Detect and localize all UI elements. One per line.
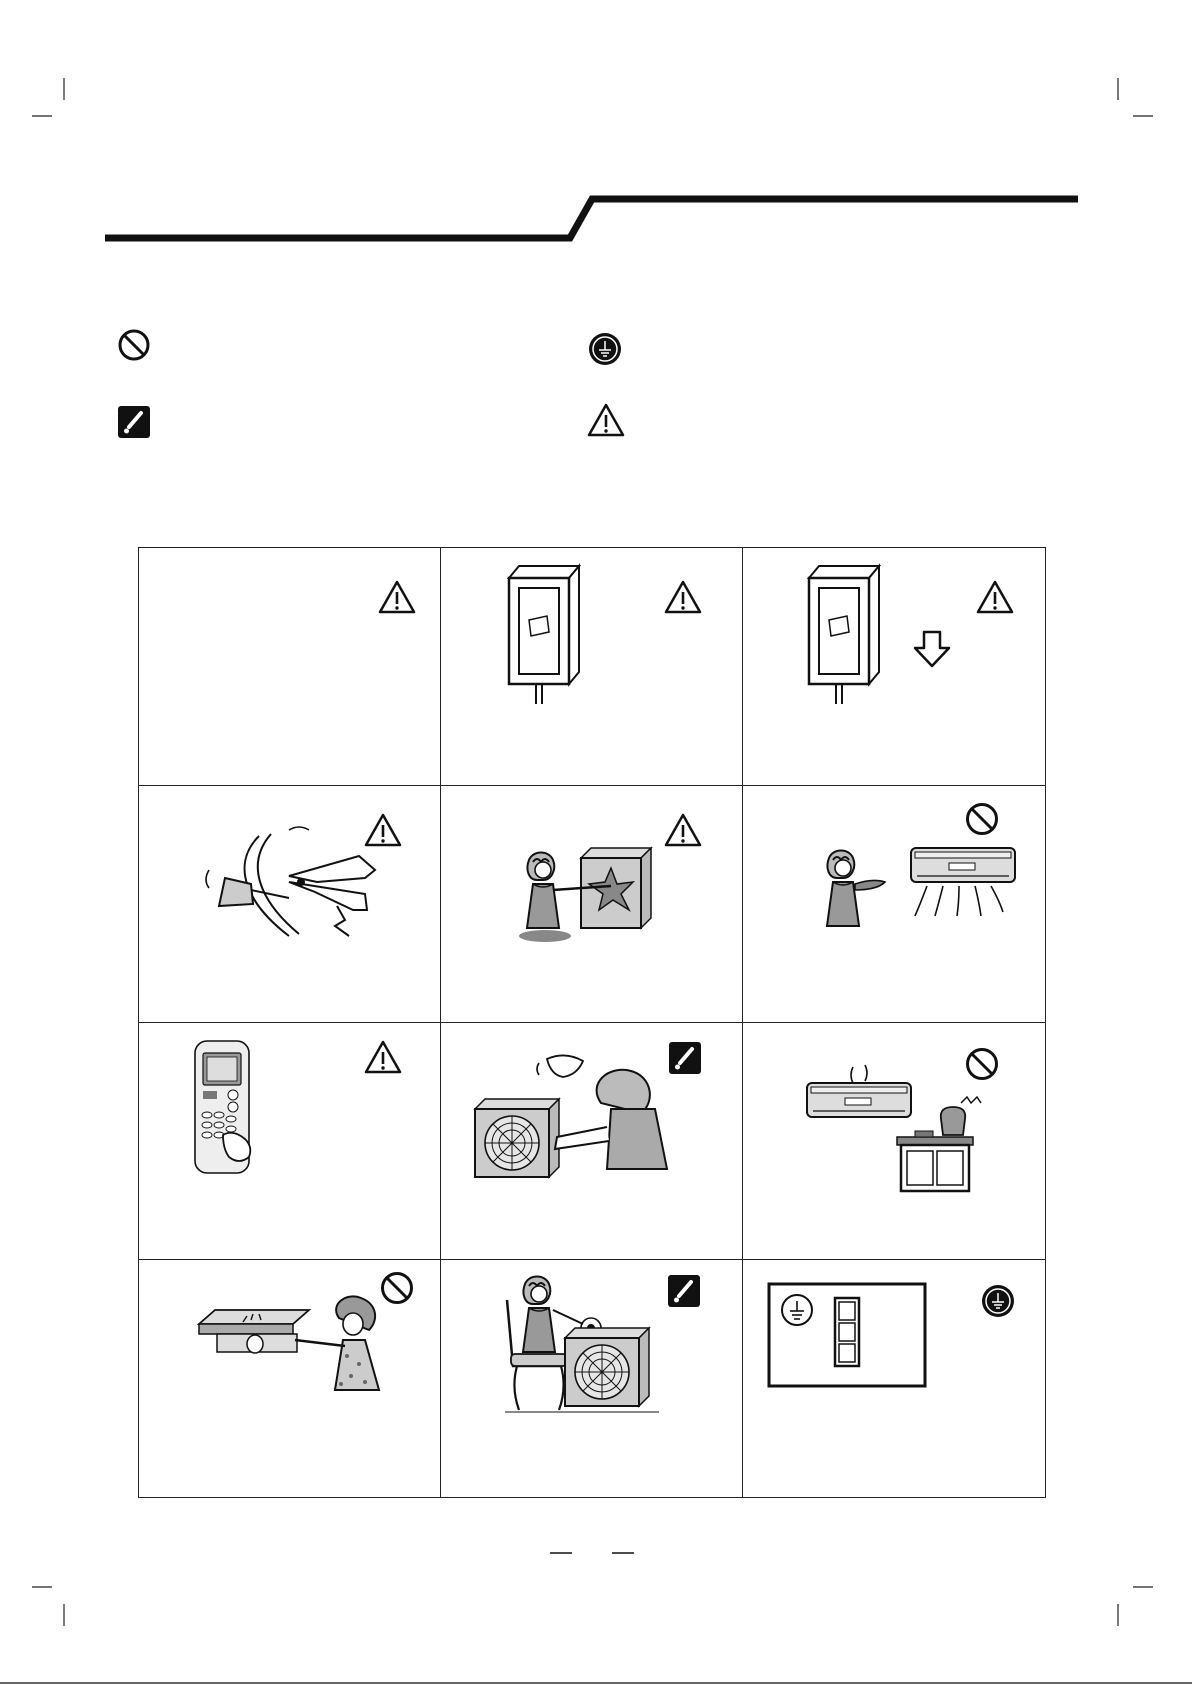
warning-triangle-icon bbox=[663, 579, 703, 615]
mandatory-action-icon bbox=[117, 405, 151, 439]
grid-cell-9 bbox=[743, 1023, 1045, 1260]
ground-icon bbox=[588, 332, 622, 366]
warning-triangle-icon bbox=[377, 579, 417, 615]
legend bbox=[0, 320, 1192, 440]
child-under-airflow-illustration bbox=[743, 786, 1045, 1023]
warning-triangle-icon bbox=[663, 812, 703, 848]
grid-cell-5 bbox=[441, 786, 743, 1023]
grid-cell-6 bbox=[743, 786, 1045, 1023]
grid-cell-2 bbox=[441, 548, 743, 785]
grid-cell-12 bbox=[743, 1260, 1045, 1497]
prohibition-icon bbox=[117, 328, 151, 362]
warning-triangle-icon bbox=[363, 812, 403, 848]
grid-cell-3 bbox=[743, 548, 1045, 785]
header-rule bbox=[0, 0, 1192, 260]
page-number-dashes bbox=[548, 1548, 644, 1558]
warning-triangle-icon bbox=[363, 1039, 403, 1075]
safety-grid bbox=[138, 547, 1046, 1498]
grid-cell-1 bbox=[139, 548, 441, 785]
grid-cell-4 bbox=[139, 786, 441, 1023]
unit-above-stove-illustration bbox=[743, 1023, 1045, 1260]
prohibition-icon bbox=[965, 802, 999, 836]
mandatory-action-icon bbox=[668, 1041, 702, 1075]
warning-triangle-icon bbox=[586, 402, 626, 438]
arrow-down-icon bbox=[915, 632, 949, 666]
prohibition-icon bbox=[380, 1271, 414, 1305]
grid-cell-11 bbox=[441, 1260, 743, 1497]
warning-triangle-icon bbox=[975, 579, 1015, 615]
ground-icon bbox=[981, 1284, 1015, 1318]
mandatory-action-icon bbox=[667, 1274, 701, 1308]
bottom-rule bbox=[0, 1681, 1192, 1685]
grid-cell-8 bbox=[441, 1023, 743, 1260]
grid-cell-10 bbox=[139, 1260, 441, 1497]
prohibition-icon bbox=[965, 1047, 999, 1081]
grid-cell-7 bbox=[139, 1023, 441, 1260]
